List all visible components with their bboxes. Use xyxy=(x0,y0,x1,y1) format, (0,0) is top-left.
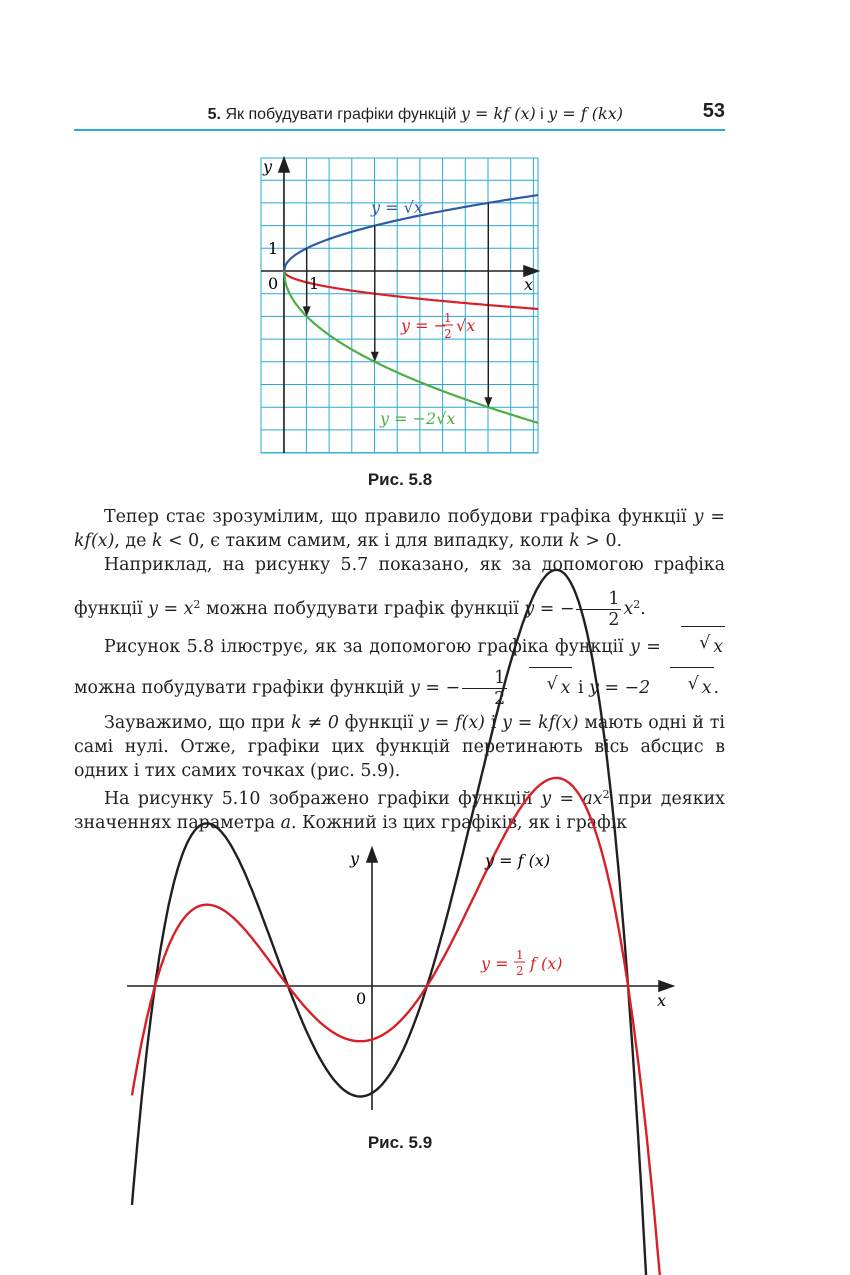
paragraph-4 xyxy=(74,711,725,783)
paragraph-2: Наприклад, на рисунку 5.7 показано, як за допомогою графіка функції $y = x^2$ можна побудувати графік функції y = − $\frac{1}{2}$ $x^2$. xyxy=(74,555,725,630)
p3-sqrt-3: √ x xyxy=(670,667,714,708)
fig59-label-half xyxy=(480,948,563,978)
p2-fraction xyxy=(576,589,621,630)
fig58-label-half xyxy=(400,311,475,341)
figure-5-8-caption: Рис. 5.8 xyxy=(367,470,433,489)
fig58-label-half-num: 1 xyxy=(444,311,452,325)
body-text xyxy=(74,505,725,835)
fig59-origin-label: 0 xyxy=(356,989,367,1008)
paragraph-3: Рисунок 5.8 ілюструє, як за допомогою графіка функції y = √ x можна побудувати графіки функцій y = − $\frac{1}{2}$ √ x і y = −2 √ x . xyxy=(74,626,725,709)
paragraph-5 xyxy=(74,783,725,835)
p3-math-1: y = xyxy=(630,637,661,657)
p2-frac-den: 2 xyxy=(608,610,620,630)
p4-math-3: y = kf(x) xyxy=(502,713,579,733)
curve-half-f-x xyxy=(132,778,672,1275)
p4-math-1: k ≠ 0 xyxy=(291,713,339,733)
p1-text-a: Тепер стає зрозумілим, що правило побудови графіка функції xyxy=(104,507,687,527)
p1-k1: k xyxy=(151,531,163,551)
p5-text-a: На рисунку 5.10 зображено графіки функцій xyxy=(104,789,533,809)
fig58-label-half-prefix: y = − xyxy=(401,316,448,335)
p2-math-2-prefix: y = − xyxy=(524,599,575,619)
p2-text-b: можна побудувати графік функції xyxy=(205,599,519,619)
p3-fraction xyxy=(462,668,507,709)
p3-frac-den: 2 xyxy=(494,689,506,709)
p2-text-a: Наприклад, на рисунку 5.7 показано, як за допомогою графіка функції xyxy=(74,555,725,619)
p3-math-2-prefix: y = − xyxy=(410,678,461,698)
figure-5-8-curves xyxy=(284,195,538,423)
fig59-y-axis-arrow xyxy=(367,848,377,862)
fig58-label-half-den: 2 xyxy=(444,327,452,341)
p5-exp: 2 xyxy=(602,788,610,801)
p3-text-c: і xyxy=(578,678,584,698)
figure-5-9-caption: Рис. 5.9 xyxy=(367,1133,433,1152)
header-conj: і xyxy=(540,106,544,123)
page-number: 53 xyxy=(702,100,725,122)
fig58-y-label: y xyxy=(263,157,273,176)
p3-text-b: можна побудувати графіки функцій xyxy=(74,678,405,698)
fig59-x-label: x xyxy=(657,991,667,1010)
p5-text-c: . Кожний із цих графіків, як і графік xyxy=(291,813,628,833)
p4-text-c: і xyxy=(490,713,497,733)
p4-math-2: y = f(x) xyxy=(419,713,485,733)
p1-math: y = kf(x) xyxy=(74,507,725,551)
fig59-label-half-den: 2 xyxy=(516,964,524,978)
fig59-label-half-prefix: y = xyxy=(481,954,509,973)
p1-text-d: > 0. xyxy=(585,531,623,551)
p3-text-a: Рисунок 5.8 ілюструє, як за допомогою графіка функції xyxy=(104,637,624,657)
fig59-label-half-suffix: f (x) xyxy=(530,954,563,973)
p2-exp: 2 xyxy=(193,598,201,611)
p4-text-d: мають одні й ті самі нулі. Отже, графіки цих функцій перетинають вісь абсцис в одних і тих самих точках (рис. 5.9). xyxy=(74,713,725,781)
fig59-x-axis-arrow xyxy=(659,981,673,991)
p5-math-1: y = ax xyxy=(541,789,603,809)
p3-sqrt-2: √ x xyxy=(529,667,573,708)
p3-frac-num: 1 xyxy=(462,668,507,689)
fig58-label-half-suffix: √x xyxy=(456,316,476,335)
curve-minus-half-sqrt-x xyxy=(284,271,538,309)
p1-text-b: , де xyxy=(114,531,147,551)
fig58-tick-y-label: 1 xyxy=(268,239,279,258)
figure-5-9-axes xyxy=(127,848,673,1110)
p3-sqrt-1: √ x xyxy=(681,626,725,667)
p5-text-b: при деяких значеннях параметра xyxy=(74,789,725,833)
header-math-2: y = f (kx) xyxy=(548,104,623,123)
p4-text-a: Зауважимо, що при xyxy=(104,713,286,733)
fig59-y-label: y xyxy=(350,849,360,868)
fig58-y-axis-arrow xyxy=(279,158,289,172)
section-number: 5. xyxy=(207,106,221,123)
fig58-label-sqrt: y = √x xyxy=(371,198,423,217)
fig58-x-label: x xyxy=(524,275,534,294)
p2-exp-2: 2 xyxy=(633,598,641,611)
p2-math-1: y = x xyxy=(148,599,194,619)
p1-text-c: < 0, є таким самим, як і для випадку, коли xyxy=(168,531,564,551)
p4-text-b: функції xyxy=(344,713,414,733)
p1-k2: k xyxy=(569,531,580,551)
fig59-label-half-num: 1 xyxy=(516,948,524,962)
header-title-text: Як побудувати графіки функцій xyxy=(225,106,457,123)
fig58-label-minus2: y = −2√x xyxy=(380,409,456,428)
fig58-origin-label: 0 xyxy=(268,274,279,293)
header-math-1: y = kf (x) xyxy=(460,104,536,123)
p2-math-2-suffix: x xyxy=(623,599,634,619)
p5-a-var: a xyxy=(280,813,292,833)
fig58-tick-x-label: 1 xyxy=(309,274,320,293)
fig59-label-f: y = f (x) xyxy=(485,851,551,870)
p3-math-3-prefix: y = −2 xyxy=(589,678,651,698)
figure-5-8 xyxy=(0,0,850,470)
p2-frac-num: 1 xyxy=(576,589,621,610)
